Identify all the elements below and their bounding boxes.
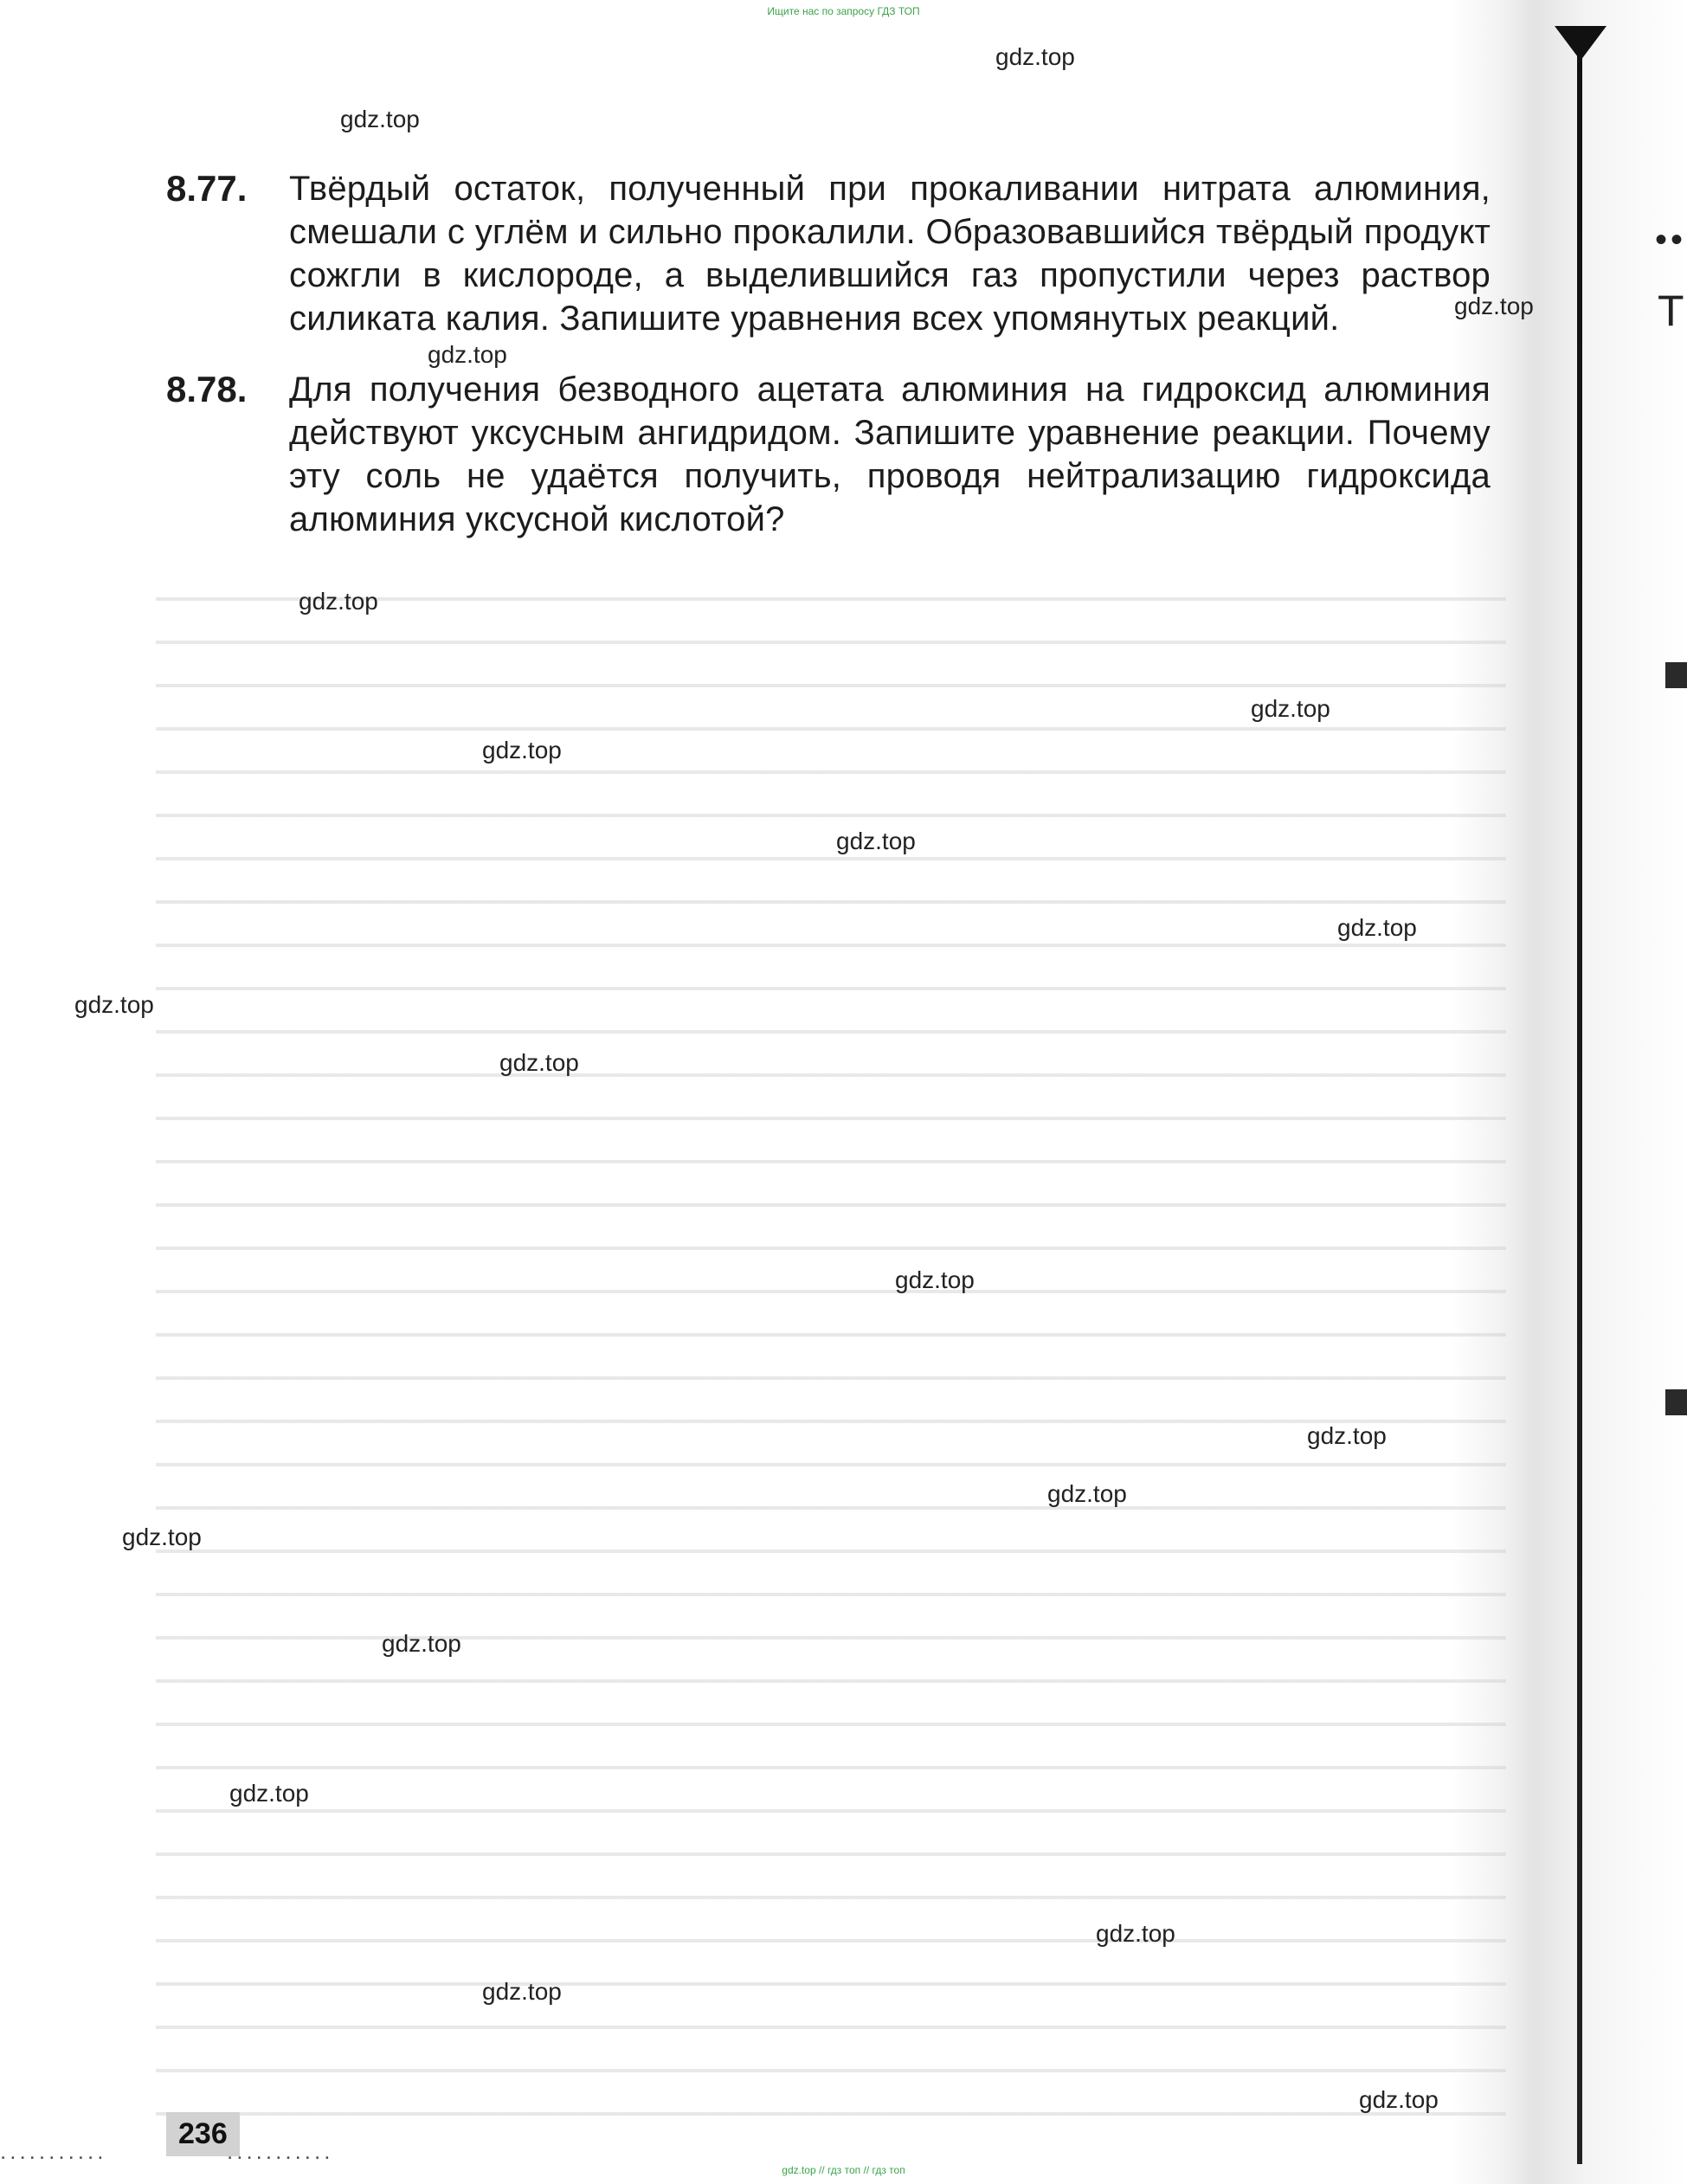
next-page-mark xyxy=(1665,1389,1687,1415)
watermark: gdz.top xyxy=(482,737,562,763)
watermark: gdz.top xyxy=(299,588,378,615)
problem-8-77 xyxy=(166,167,1491,340)
watermark: gdz.top xyxy=(499,1049,579,1076)
book-spine xyxy=(1577,35,1582,2164)
watermark: gdz.top xyxy=(74,991,154,1018)
watermark: gdz.top xyxy=(229,1780,309,1807)
watermark: gdz.top xyxy=(482,1978,562,2005)
watermark: gdz.top xyxy=(995,43,1075,70)
spine-notch xyxy=(1555,26,1607,61)
page-dots-right: ........... xyxy=(227,2138,334,2164)
watermark: gdz.top xyxy=(428,341,507,368)
watermark: gdz.top xyxy=(1359,2086,1439,2113)
problem-8-78 xyxy=(166,368,1491,541)
watermark: gdz.top xyxy=(1307,1422,1387,1449)
watermark: gdz.top xyxy=(382,1630,461,1657)
next-page-letter: Т xyxy=(1658,287,1684,335)
footer-hint: gdz.top // гдз топ // гдз топ xyxy=(782,2164,905,2176)
problem-number: 8.78. xyxy=(166,369,248,409)
watermark: gdz.top xyxy=(895,1266,975,1293)
page-number: 236 xyxy=(166,2112,240,2156)
watermark: gdz.top xyxy=(340,106,420,132)
watermark: gdz.top xyxy=(1047,1480,1127,1507)
watermark: gdz.top xyxy=(1096,1920,1175,1947)
problem-text: Твёрдый остаток, полученный при прокаливании нитрата алюминия, смешали с углём и сильно прокалили. Образовавшийся твёрдый продукт сожгли в кислороде, а выделившийся газ пропустили через раствор силиката калия. Запишите уравнения всех упомянутых реакций. xyxy=(289,170,1491,338)
watermark: gdz.top xyxy=(1454,293,1534,319)
page-dots-left: ........... xyxy=(0,2138,107,2164)
watermark: gdz.top xyxy=(1337,914,1417,941)
problem-text: Для получения безводного ацетата алюминия на гидроксид алюминия действуют уксусным ангидридом. Запишите уравнение реакции. Почему эту соль не удаётся получить, проводя нейтрализацию гидроксида алюминия уксусной кислотой? xyxy=(289,370,1491,538)
watermark: gdz.top xyxy=(122,1524,202,1550)
problem-number: 8.77. xyxy=(166,168,248,209)
header-search-hint: Ищите нас по запросу ГДЗ ТОП xyxy=(767,5,920,17)
watermark: gdz.top xyxy=(836,828,916,854)
next-page-mark xyxy=(1665,662,1687,688)
next-page-dots: •• xyxy=(1655,221,1687,259)
watermark: gdz.top xyxy=(1251,695,1330,722)
